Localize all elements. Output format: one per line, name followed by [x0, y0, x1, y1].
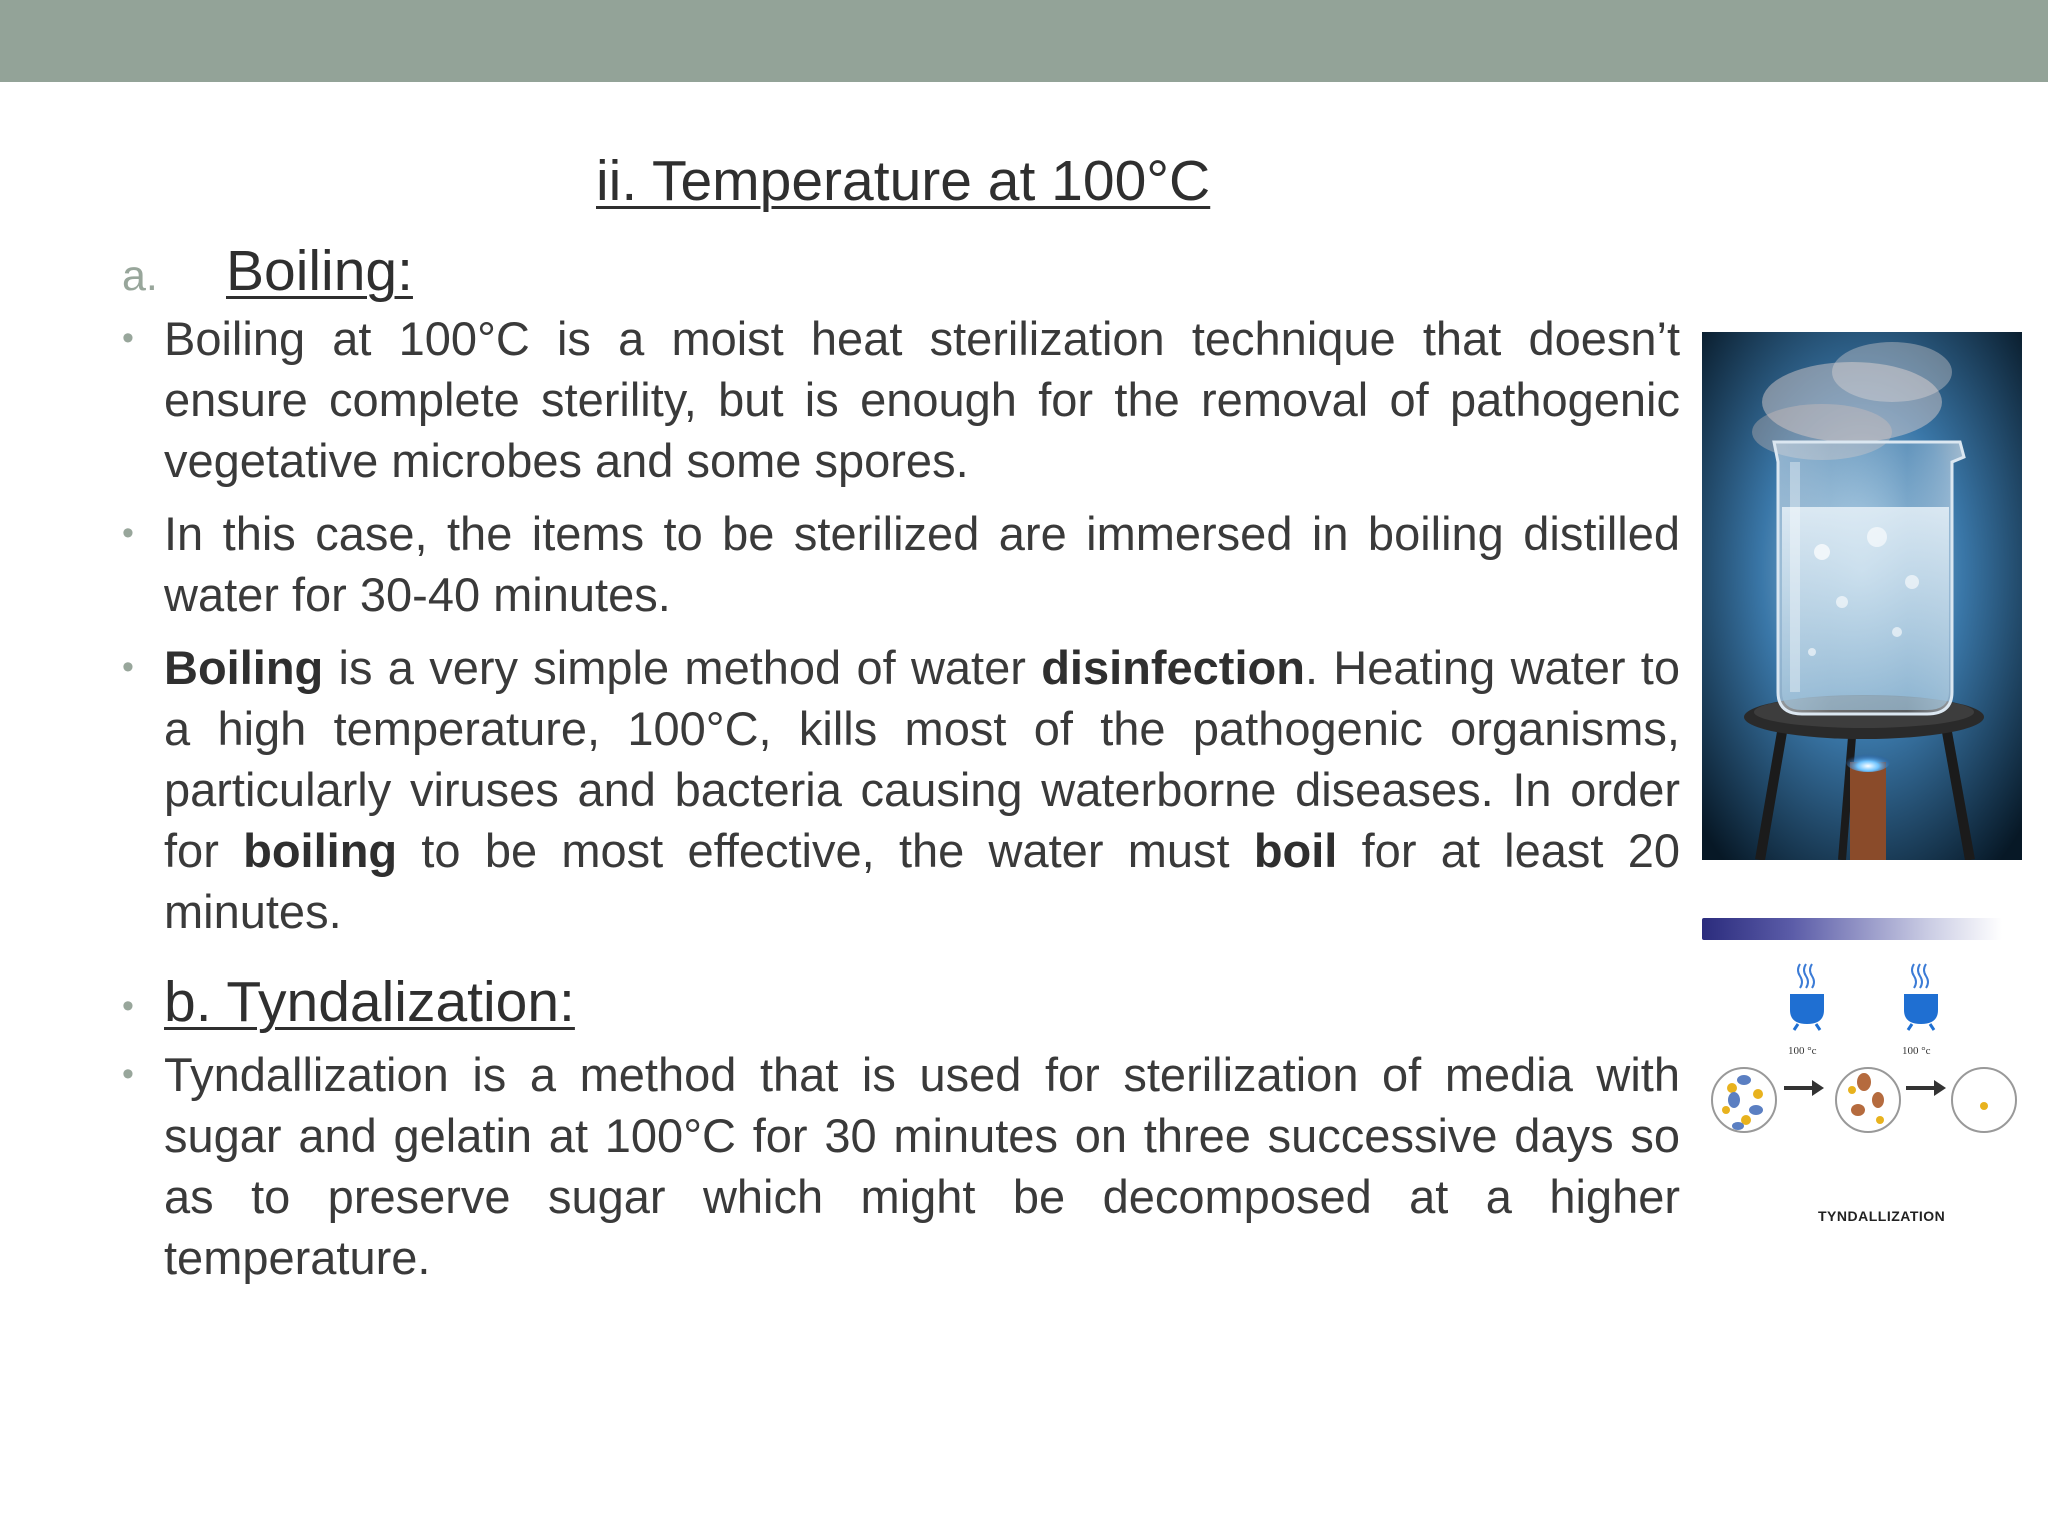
- pot-icon: [1904, 964, 1938, 1030]
- boiling-bullet-list: [122, 308, 1680, 954]
- diagram-label: TYNDALLIZATION: [1818, 1208, 1946, 1224]
- plate-icon: [1952, 1068, 2016, 1132]
- bullet-boiling-sterility: • Boiling at 100°C is a moist heat sterilization technique that doesn’t ensure complete sterility, but is enough for the removal of pathogenic vegetative microbes and some spores.: [122, 308, 1680, 491]
- text-segment: to be most effective, the water must: [397, 824, 1254, 877]
- bold-disinfection: disinfection: [1041, 641, 1305, 694]
- plate-icon: [1836, 1068, 1900, 1132]
- step-label-1: 100 °c: [1788, 1045, 1817, 1057]
- arrow-right-icon: [1784, 1080, 1824, 1096]
- bold-boiling-2: boiling: [243, 824, 398, 877]
- diagram-divider-bar: [1702, 918, 2002, 940]
- bold-boiling: Boiling: [164, 641, 324, 694]
- slide-title: ii. Temperature at 100°C: [596, 149, 1211, 213]
- pot-icon: [1790, 964, 1824, 1030]
- bold-boil: boil: [1253, 824, 1338, 877]
- top-accent-bar: [0, 0, 2048, 82]
- bullet-boiling-immersion: • In this case, the items to be sterilized are immersed in boiling distilled water for 30-40 minutes.: [122, 503, 1680, 625]
- bullet-boiling-disinfection: [122, 637, 1680, 942]
- section-a-heading: Boiling:: [226, 239, 413, 303]
- tyndalization-section: [122, 966, 1680, 1300]
- text-segment: is a very simple method of water: [323, 641, 1042, 694]
- text-segment: for at least 20 minutes.: [164, 824, 1680, 938]
- section-b-heading: • b. Tyndalization:: [122, 966, 1680, 1038]
- tyndallization-diagram: [1702, 960, 2032, 1230]
- boiling-beaker-image: [1702, 332, 2022, 860]
- arrow-right-icon: [1906, 1080, 1946, 1096]
- step-label-2: 100 °c: [1902, 1045, 1931, 1057]
- section-a-marker: a.: [122, 252, 158, 300]
- bullet-tyndallization: • Tyndallization is a method that is used for sterilization of media with sugar and gelatin at 100°C for 30 minutes on three successive days so as to preserve sugar which might be decomposed at a higher temperature.: [122, 1044, 1680, 1288]
- section-a-heading-row: [122, 238, 413, 304]
- text-segment: . Heating water to a high temperature, 100°C, kills most of the pathogenic organisms, particularly viruses and bacteria causing waterborne diseases. In order for: [164, 641, 1681, 877]
- plate-icon: [1712, 1068, 1776, 1132]
